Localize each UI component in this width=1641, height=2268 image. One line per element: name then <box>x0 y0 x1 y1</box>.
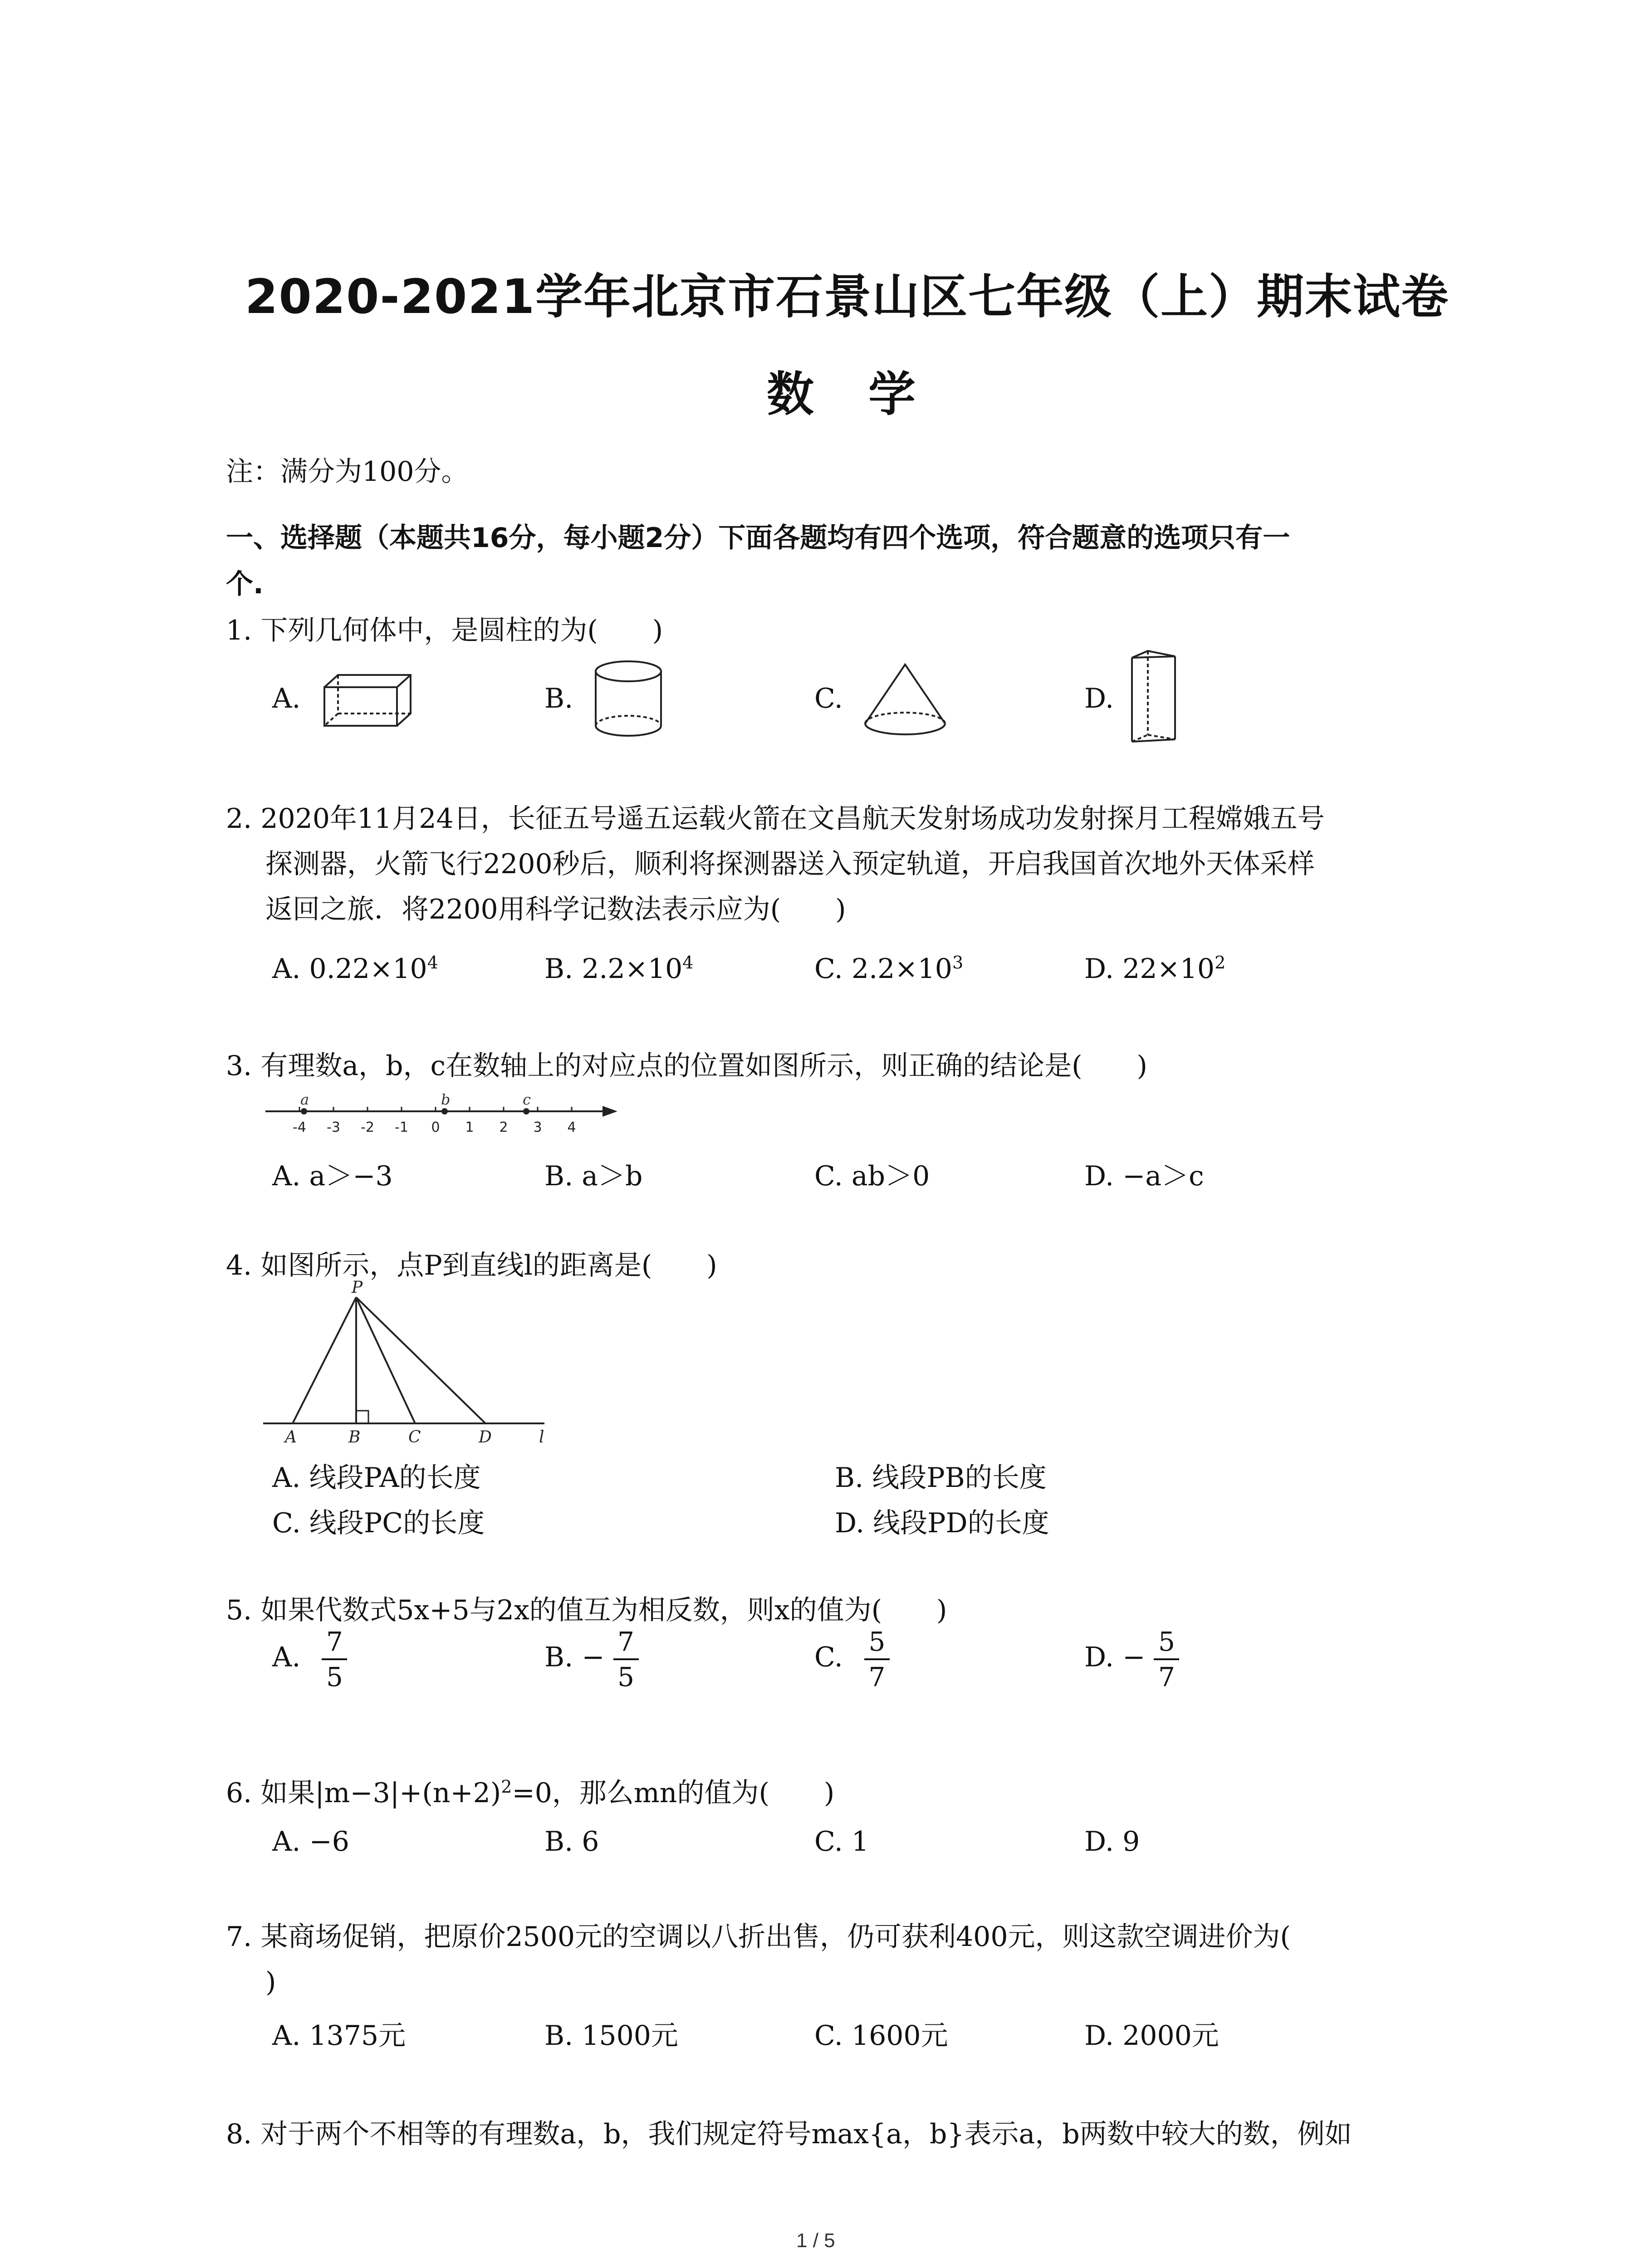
q5-option-b: B. − $\frac{7}{5}$ <box>544 1628 639 1690</box>
q2-option-d: D. $22\times 10^2$ <box>1084 953 1226 985</box>
label-a: A <box>285 1428 297 1447</box>
question-8-stem: 8. 对于两个不相等的有理数a，b，我们规定符号max{a，b}表示a，b两数中较大的数，例如 <box>226 2118 1352 2150</box>
q3-option-d: D. −a＞c <box>1084 1160 1204 1192</box>
svg-text:1: 1 <box>465 1119 474 1135</box>
q5-option-a: A. $\frac{7}{5}$ <box>272 1628 347 1690</box>
svg-text:4: 4 <box>567 1119 576 1135</box>
svg-text:0: 0 <box>431 1119 440 1135</box>
question-1-stem: 1. 下列几何体中，是圆柱的为( ) <box>226 615 663 646</box>
q7-option-c: C. 1600元 <box>814 2020 948 2052</box>
q1-option-c: C. <box>814 683 843 714</box>
label-p: P <box>352 1279 363 1297</box>
q7-option-a: A. 1375元 <box>272 2020 406 2052</box>
q6-option-a: A. −6 <box>272 1826 349 1857</box>
section-heading-line2: 个. <box>226 568 264 600</box>
label-l: l <box>539 1428 544 1447</box>
q1-option-b: B. <box>544 683 573 714</box>
question-7-stem-line2: ) <box>265 1966 276 1998</box>
label-c: C <box>408 1428 421 1447</box>
point-c-label: c <box>523 1091 531 1108</box>
cuboid-icon <box>320 671 415 730</box>
cylinder-icon <box>590 658 667 742</box>
q1-option-d: D. <box>1084 683 1114 714</box>
triangular-prism-icon <box>1125 646 1184 748</box>
q5-option-d: D. − $\frac{5}{7}$ <box>1084 1628 1179 1690</box>
question-4-stem: 4. 如图所示，点P到直线l的距离是( ) <box>226 1250 717 1281</box>
q5-option-c: C. $\frac{5}{7}$ <box>814 1628 890 1690</box>
subject-title: 数学 <box>767 367 970 422</box>
section-heading-line1: 一、选择题（本题共16分，每小题2分）下面各题均有四个选项，符合题意的选项只有一 <box>226 522 1290 554</box>
q4-option-d: D. 线段PD的长度 <box>835 1507 1049 1539</box>
q6-option-d: D. 9 <box>1084 1826 1140 1857</box>
q3-option-b: B. a＞b <box>544 1160 643 1192</box>
q1-option-a: A. <box>272 683 301 714</box>
svg-text:-2: -2 <box>361 1119 374 1135</box>
q3-option-c: C. ab＞0 <box>814 1160 930 1192</box>
score-note: 注：满分为100分。 <box>226 456 469 488</box>
q2-option-c: C. $2.2\times 10^3$ <box>814 953 964 985</box>
page-number: 1 / 5 <box>796 2229 835 2252</box>
q2-option-b: B. $2.2\times 10^4$ <box>544 953 694 985</box>
q6-option-b: B. 6 <box>544 1826 599 1857</box>
question-7-stem-line1: 7. 某商场促销，把原价2500元的空调以八折出售，仍可获利400元，则这款空调进价为( <box>226 1921 1291 1953</box>
point-a-label: a <box>300 1091 309 1108</box>
q4-option-b: B. 线段PB的长度 <box>835 1462 1047 1494</box>
exam-title: 2020-2021学年北京市石景山区七年级（上）期末试卷 <box>245 269 1450 324</box>
question-3-stem: 3. 有理数a，b，c在数轴上的对应点的位置如图所示，则正确的结论是( ) <box>226 1050 1147 1082</box>
q7-option-b: B. 1500元 <box>544 2020 678 2052</box>
label-d: D <box>479 1428 492 1447</box>
q7-option-d: D. 2000元 <box>1084 2020 1219 2052</box>
q3-option-a: A. a＞−3 <box>272 1160 393 1192</box>
question-5-stem: 5. 如果代数式5x+5与2x的值互为相反数，则x的值为( ) <box>226 1594 947 1626</box>
svg-text:-1: -1 <box>395 1119 408 1135</box>
label-b: B <box>348 1428 361 1447</box>
svg-text:3: 3 <box>533 1119 542 1135</box>
svg-text:-4: -4 <box>293 1119 306 1135</box>
svg-text:-3: -3 <box>327 1119 340 1135</box>
question-2-stem-line1: 2. 2020年11月24日，长征五号遥五运载火箭在文昌航天发射场成功发射探月工程嫦娥五号 <box>226 803 1325 835</box>
question-2-stem-line3: 返回之旅．将2200用科学记数法表示应为( ) <box>265 894 846 925</box>
point-b-label: b <box>441 1091 451 1108</box>
question-6-stem: 6. 如果$|m-3|+(n+2)^2=0$，那么mn的值为( ) <box>226 1777 835 1809</box>
q6-option-c: C. 1 <box>814 1826 869 1857</box>
q4-option-c: C. 线段PC的长度 <box>272 1507 485 1539</box>
cone-icon <box>860 658 950 742</box>
q2-option-a: A. $0.22\times 10^4$ <box>272 953 438 985</box>
number-line-figure <box>263 1091 617 1141</box>
point-line-distance-figure <box>254 1279 572 1447</box>
svg-text:2: 2 <box>499 1119 508 1135</box>
question-2-stem-line2: 探测器，火箭飞行2200秒后，顺利将探测器送入预定轨道，开启我国首次地外天体采样 <box>265 848 1315 880</box>
q4-option-a: A. 线段PA的长度 <box>272 1462 481 1494</box>
